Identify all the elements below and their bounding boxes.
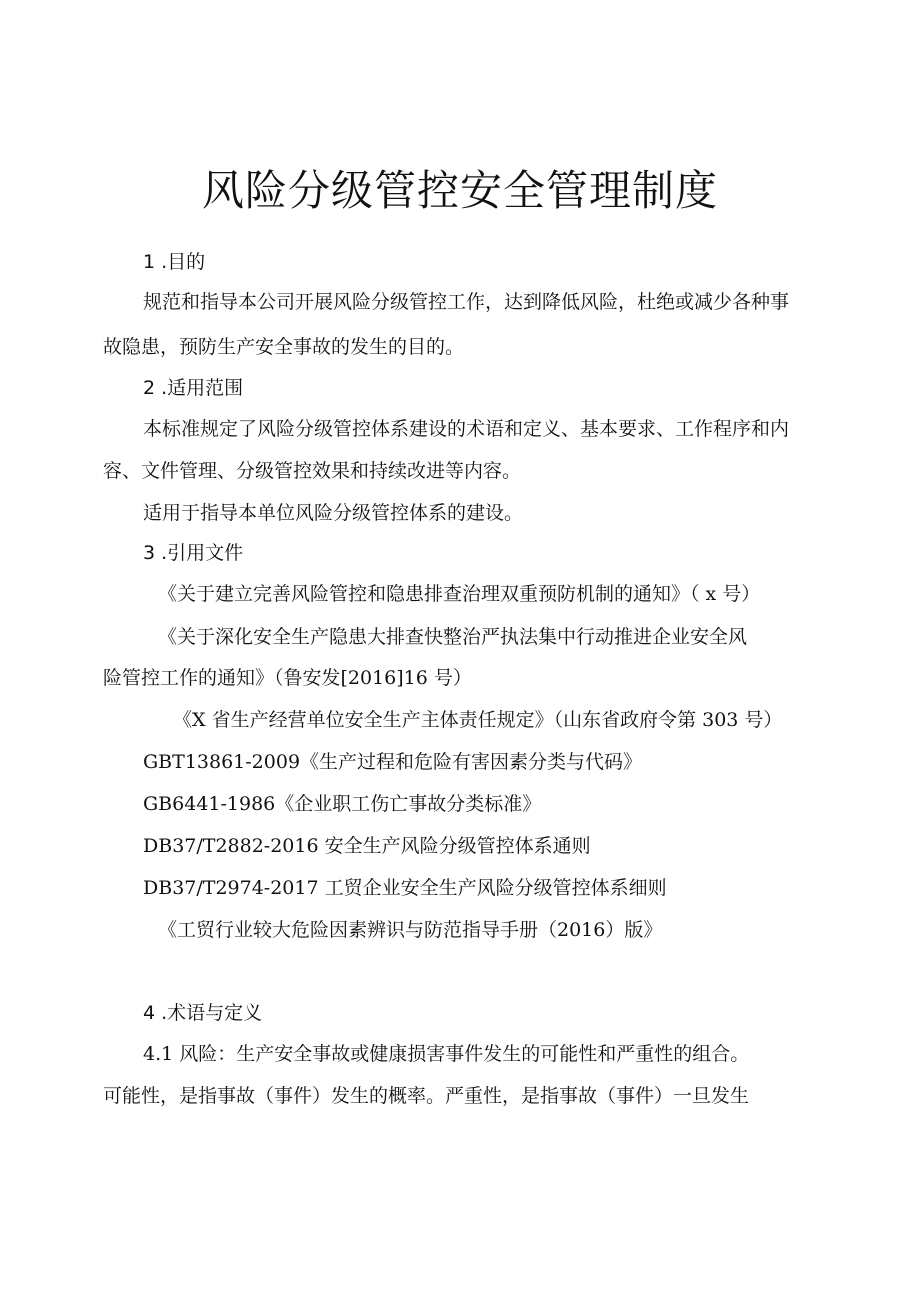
paragraph-line: 可能性，是指事故（事件）发生的概率。严重性，是指事故（事件）一旦发生	[103, 1085, 750, 1107]
paragraph-line: 适用于指导本单位风险分级管控体系的建设。	[143, 502, 524, 524]
paragraph-line: 故隐患，预防生产安全事故的发生的目的。	[103, 336, 465, 358]
reference-item: 《X 省生产经营单位安全生产主体责任规定》（山东省政府令第 303 号）	[173, 709, 783, 731]
section-heading-references: 3 .引用文件	[143, 542, 244, 564]
paragraph-line: 规范和指导本公司开展风险分级管控工作，达到降低风险，杜绝或减少各种事	[143, 291, 790, 313]
section-heading-purpose: 1 .目的	[143, 251, 206, 273]
reference-item: 《工贸行业较大危险因素辨识与防范指导手册（2016）版》	[158, 919, 663, 941]
reference-item: GBT13861-2009《生产过程和危险有害因素分类与代码》	[143, 751, 643, 773]
reference-item: 险管控工作的通知》（鲁安发[2016]16 号）	[103, 667, 472, 689]
reference-item: 《关于建立完善风险管控和隐患排查治理双重预防机制的通知》（ x 号）	[158, 583, 761, 605]
document-title: 风险分级管控安全管理制度	[201, 166, 718, 215]
reference-item: DB37/T2882-2016 安全生产风险分级管控体系通则	[143, 835, 591, 857]
paragraph-line: 本标准规定了风险分级管控体系建设的术语和定义、基本要求、工作程序和内	[143, 418, 790, 440]
section-heading-terms: 4 .术语与定义	[143, 1002, 263, 1024]
reference-item: GB6441-1986《企业职工伤亡事故分类标准》	[143, 793, 542, 815]
paragraph-line: 4.1 风险：生产安全事故或健康损害事件发生的可能性和严重性的组合。	[143, 1043, 750, 1065]
reference-item: 《关于深化安全生产隐患大排查快整治严执法集中行动推进企业安全风	[158, 626, 748, 648]
paragraph-line: 容、文件管理、分级管控效果和持续改进等内容。	[103, 460, 522, 482]
section-heading-scope: 2 .适用范围	[143, 377, 244, 399]
reference-item: DB37/T2974-2017 工贸企业安全生产风险分级管控体系细则	[143, 877, 667, 899]
